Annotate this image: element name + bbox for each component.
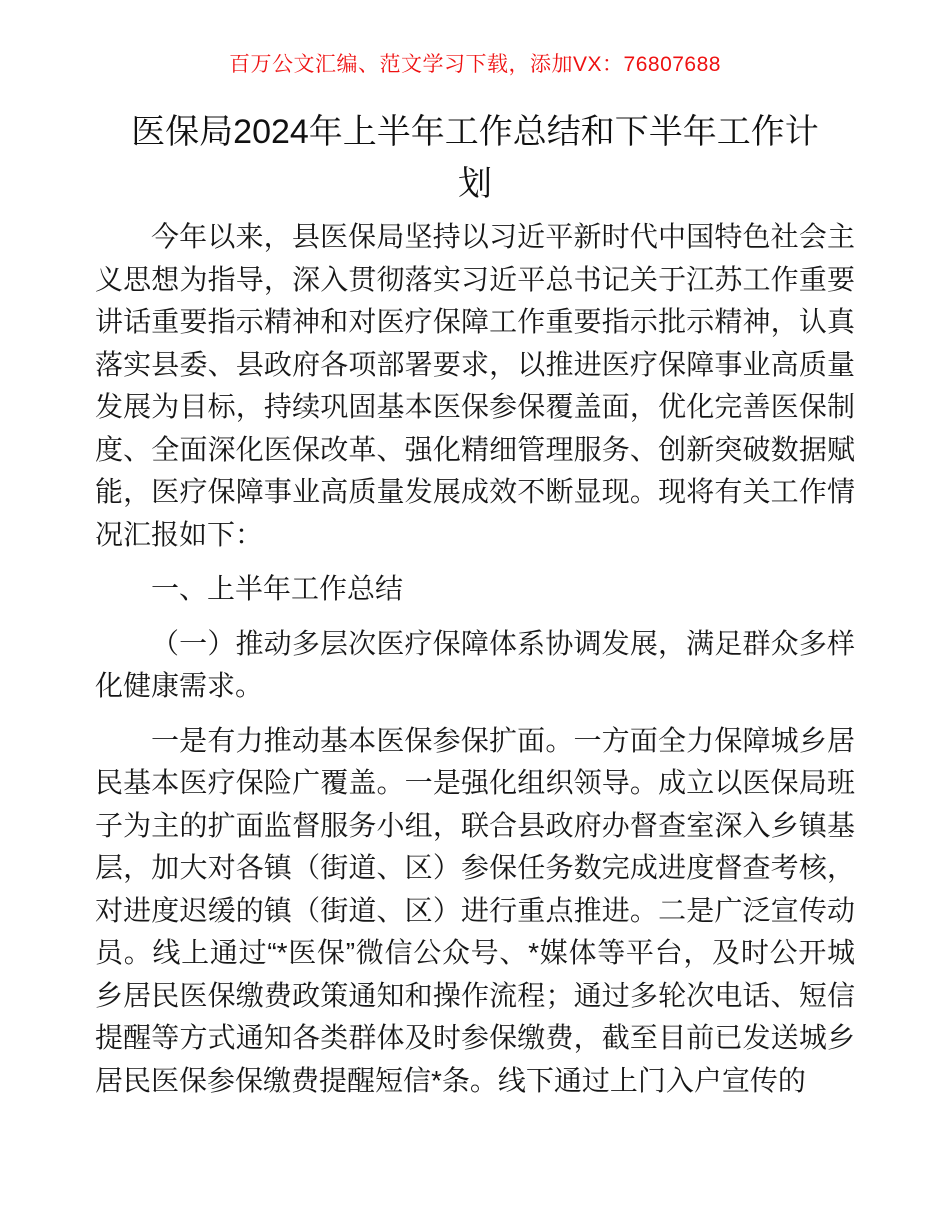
paragraph-intro: 今年以来，县医保局坚持以习近平新时代中国特色社会主义思想为指导，深入贯彻落实习近平总书记关于江苏工作重要讲话重要指示精神和对医疗保障工作重要指示批示精神，认真落实县委、县政府各项部署要求，以推进医疗保障事业高质量发展为目标，持续巩固基本医保参保覆盖面，优化完善医保制度、全面深化医保改革、强化精细管理服务、创新突破数据赋能，医疗保障事业高质量发展成效不断显现。现将有关工作情况汇报如下： (95, 221, 855, 550)
document-title-line-2: 划 (458, 165, 492, 203)
document-title-line-1: 医保局2024年上半年工作总结和下半年工作计 (131, 113, 819, 151)
paragraph-insurance-coverage-expansion: 一是有力推动基本医保参保扩面。一方面全力保障城乡居民基本医疗保险广覆盖。一是强化组织领导。成立以医保局班子为主的扩面监督服务小组，联合县政府办督查室深入乡镇基层，加大对各镇（街道、区）参保任务数完成进度督查考核，对进度迟缓的镇（街道、区）进行重点推进。二是广泛宣传动员。线上通过“*医保”微信公众号、*媒体等平台，及时公开城乡居民医保缴费政策通知和操作流程；通过多轮次电话、短信提醒等方式通知各类群体及时参保缴费，截至目前已发送城乡居民医保参保缴费提醒短信*条。线下通过上门入户宣传的 (95, 724, 855, 1096)
vendor-banner: 百万公文汇编、范文学习下载，添加VX：76807688 (229, 53, 721, 76)
section-heading-first-half-summary: 一、上半年工作总结 (151, 573, 404, 604)
document-title (95, 106, 855, 210)
subsection-heading-multilevel-medical-security: （一）推动多层次医疗保障体系协调发展，满足群众多样化健康需求。 (95, 627, 855, 701)
